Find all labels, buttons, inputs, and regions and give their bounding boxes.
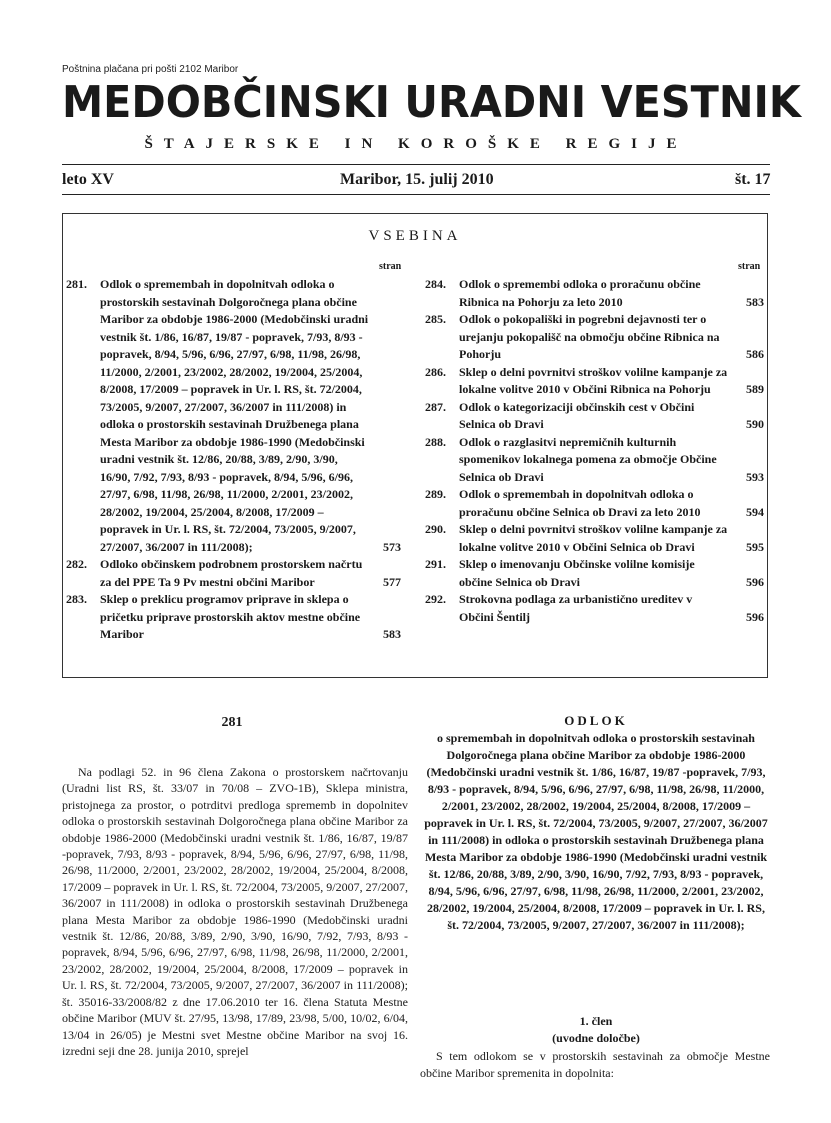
toc-title: VSEBINA bbox=[368, 228, 462, 244]
toc-entry-page: 595 bbox=[746, 539, 764, 554]
toc-entry-title: Sklep o delni povrnitvi stroškov volilne kampanje za lokalne volitve 2010 v Občini Selnica ob Dravi bbox=[459, 522, 728, 554]
toc-entry-title: Odloko občinskem podrobnem prostorskem načrtu za del PPE Ta 9 Pv mestni občini Maribor bbox=[100, 557, 363, 589]
toc-entry-title: Sklep o delni povrnitvi stroškov volilne kampanje za lokalne volitve 2010 v Občini Ribnica na Pohorju bbox=[459, 364, 728, 396]
toc-entry-number: 285. bbox=[425, 312, 446, 326]
toc-entry bbox=[425, 521, 764, 556]
article-number: 281 bbox=[221, 715, 243, 730]
toc-entry-number: 290. bbox=[425, 522, 446, 536]
toc-entry-number: 292. bbox=[425, 592, 446, 606]
toc-entry-page: 577 bbox=[383, 574, 401, 589]
issue-date: Maribor, 15. julij 2010 bbox=[340, 171, 494, 188]
toc-entry bbox=[425, 311, 764, 364]
issue-number: št. 17 bbox=[735, 171, 771, 188]
table-of-contents bbox=[62, 213, 768, 678]
odlok-subtitle: o spremembah in dopolnitvah odloka o prostorskih sestavinah Dolgoročnega plana občine Maribor za obdobje 1986-2000 (Medobčinski uradni vestnik št. 1/86, 16/87, 19/87 -popravek, 7/93, 8/93 - popravek, 8/94, 5/96, 6/96, 27/97, 6/98, 11/98, 26/98, 11/2000, 2/2001, 23/2002, 28/2002, 19/2004, 25/2004, 8/2008, 17/2009 – popravek in Ur. l. RS, št. 72/2004, 73/2005, 9/2007, 27/2007, 36/2007 in 111/2008) in odloka o prostorskih sestavinah Družbenega plana Mesta Maribor za obdobje 1986-1990 (Medobčinski uradni vestnik št. 12/86, 20/88, 3/89, 2/90, 3/90, 16/90, 7/92, 7/93, 8/93 - popravek, 8/94, 5/96, 6/96, 27/97, 6/98, 11/98, 26/98, 11/2000, 2/2001, 23/2002, 28/2002, 19/2004, 25/2004, 8/2008, 17/2009 – popravek in Ur. l. RS, št. 72/2004, 73/2005, 9/2007, 27/2007, 36/2007 in 111/2008); bbox=[424, 731, 768, 932]
top-rule bbox=[62, 164, 770, 165]
publication-subtitle: ŠTAJERSKE IN KOROŠKE REGIJE bbox=[144, 136, 688, 152]
toc-entry-page: 573 bbox=[383, 539, 401, 554]
toc-entry bbox=[425, 486, 764, 521]
toc-entry bbox=[66, 276, 401, 556]
toc-entry-title: Odlok o pokopališki in pogrebni dejavnosti ter o urejanju pokopališč na območju občine Ribnica na Pohorju bbox=[459, 312, 720, 361]
toc-entry-title: Odlok o razglasitvi nepremičnih kulturnih spomenikov lokalnega pomena za območje Občine Selnica ob Dravi bbox=[459, 434, 717, 484]
publication-title: MEDOBČINSKI URADNI VESTNIK bbox=[62, 77, 801, 128]
toc-entry bbox=[425, 591, 764, 626]
toc-page-label-right: stran bbox=[738, 261, 761, 272]
toc-entry-title: Odlok o spremembah in dopolnitvah odloka o prostorskih sestavinah Dolgoročnega plana občine Maribor za obdobje 1986-2000 (Medobčinski uradni vestnik št. 1/86, 16/87, 19/87 - popravek, 7/93, 8/93 - popravek, 8/94, 5/96, 6/96, 27/97, 6/98, 11/98, 26/98, 11/2000, 2/2001, 23/2002, 28/2002, 19/2004, 25/2004, 8/2008, 17/2009 – popravek in Ur. l. RS, št. 72/2004, 73/2005, 9/2007, 27/2007, 36/2007 in 111/2008) in odloka o prostorskih sestavinah Družbenega plana Mesta Maribor za obdobje 1986-1990 (Medobčinski uradni vestnik št. 12/86, 20/88, 3/89, 2/90, 3/90, 16/90, 7/92, 7/93, 8/93 - popravek, 8/94, 5/96, 6/96, 27/97, 6/98, 11/98, 26/98, 11/2000, 2/2001, 23/2002, 28/2002, 19/2004, 25/2004, 8/2008, 17/2009 – popravek in Ur. l. RS, št. 72/2004, 73/2005, 9/2007, 27/2007, 36/2007 in 111/2008); bbox=[100, 277, 369, 554]
toc-entry-page: 586 bbox=[746, 347, 764, 361]
toc-entry-number: 283. bbox=[66, 592, 87, 606]
odlok-heading: ODLOK bbox=[564, 713, 628, 728]
toc-entry bbox=[425, 276, 764, 311]
toc-entry bbox=[425, 434, 764, 487]
toc-entry-number: 286. bbox=[425, 364, 446, 379]
toc-left-column bbox=[66, 276, 401, 644]
toc-entry-title: Odlok o spremembah in dopolnitvah odloka o proračunu občine Selnica ob Dravi za leto 2010 bbox=[459, 487, 701, 519]
toc-entry-number: 281. bbox=[66, 277, 87, 291]
toc-entry-page: 594 bbox=[746, 504, 764, 519]
toc-right-column bbox=[425, 276, 764, 626]
clen-heading bbox=[420, 1013, 772, 1047]
toc-entry-title: Odlok o kategorizaciji občinskih cest v Občini Selnica ob Dravi bbox=[459, 399, 695, 431]
postage-note: Poštnina plačana pri pošti 2102 Maribor bbox=[62, 64, 239, 75]
clen-text: S tem odlokom se v prostorskih sestavinah za območje Mestne občine Maribor spremenita in dopolnita: bbox=[420, 1049, 770, 1080]
toc-entry bbox=[425, 399, 764, 434]
toc-entry bbox=[425, 364, 764, 399]
toc-entry-page: 593 bbox=[746, 469, 764, 484]
clen-subtitle: (uvodne določbe) bbox=[552, 1031, 640, 1045]
toc-entry-page: 583 bbox=[746, 294, 764, 309]
toc-entry-title: Sklep o imenovanju Občinske volilne komisije občine Selnica ob Dravi bbox=[459, 557, 695, 589]
toc-page-label-left: stran bbox=[379, 261, 402, 272]
toc-entry bbox=[66, 591, 401, 644]
bottom-rule bbox=[62, 194, 770, 195]
toc-entry bbox=[425, 556, 764, 591]
toc-entry-number: 287. bbox=[425, 399, 446, 414]
toc-entry-number: 288. bbox=[425, 434, 446, 449]
toc-entry-number: 289. bbox=[425, 487, 446, 501]
toc-entry-number: 284. bbox=[425, 277, 446, 291]
toc-entry-title: Strokovna podlaga za urbanistično ureditev v Občini Šentilj bbox=[459, 592, 693, 624]
toc-entry-number: 282. bbox=[66, 557, 87, 571]
toc-entry-page: 590 bbox=[746, 417, 764, 431]
toc-entry bbox=[66, 556, 401, 591]
toc-entry-page: 596 bbox=[746, 609, 764, 624]
toc-entry-title: Odlok o spremembi odloka o proračunu občine Ribnica na Pohorju za leto 2010 bbox=[459, 277, 701, 309]
toc-entry-number: 291. bbox=[425, 557, 446, 571]
toc-entry-page: 583 bbox=[383, 627, 401, 641]
toc-entry-title: Sklep o preklicu programov priprave in sklepa o pričetku priprave prostorskih aktov mestne občine Maribor bbox=[100, 592, 361, 641]
year-label: leto XV bbox=[62, 171, 114, 188]
toc-entry-page: 596 bbox=[746, 574, 764, 589]
toc-entry-page: 589 bbox=[746, 382, 764, 396]
clen-title: 1. člen bbox=[579, 1014, 613, 1028]
article-preamble: Na podlagi 52. in 96 člena Zakona o prostorskem načrtovanju (Uradni list RS, št. 33/07 in 70/08 – ZVO-1B), Sklepa ministra, pristojnega za prostor, o potrditvi predloga sprememb in dopolnitev odloka o prostorskih sestavinah Dolgoročnega plana občine Maribor za obdobje 1986-2000 (Medobčinski uradni vestnik št. 1/86, 16/87, 19/87 -popravek, 7/93, 8/93 - popravek, 8/94, 5/96, 6/96, 27/97, 6/98, 11/98, 26/98, 11/2000, 2/2001, 23/2002, 28/2002, 19/2004, 25/2004, 8/2008, 17/2009 – popravek in Ur. l. RS, št. 72/2004, 73/2005, 9/2007, 27/2007, 36/2007 in 111/2008) in odloka o prostorskih sestavinah Družbenega plana Mesta Maribor za obdobje 1986-1990 (Medobčinski uradni vestnik št. 12/86, 20/88, 3/89, 2/90, 3/90, 16/90, 7/92, 7/93, 8/93 - popravek, 8/94, 5/96, 6/96, 27/97, 6/98, 11/98, 26/98, 11/2000, 2/2001, 23/2002, 28/2002, 19/2004, 25/2004, 8/2008, 17/2009 – popravek in Ur. l. RS, št. 72/2004, 73/2005, 9/2007, 27/2007, 36/2007 in 111/2008); št. 35016-33/2008/82 z dne 17.06.2010 ter 16. člena Statuta Mestne občine Maribor (MUV št. 27/95, 13/98, 17/89, 23/98, 5/00, 10/02, 6/04, 13/04 in 26/05) je Mestni svet Mestne občine Maribor na svoj 16. izredni seji dne 28. junija 2010, sprejel bbox=[62, 765, 408, 1058]
